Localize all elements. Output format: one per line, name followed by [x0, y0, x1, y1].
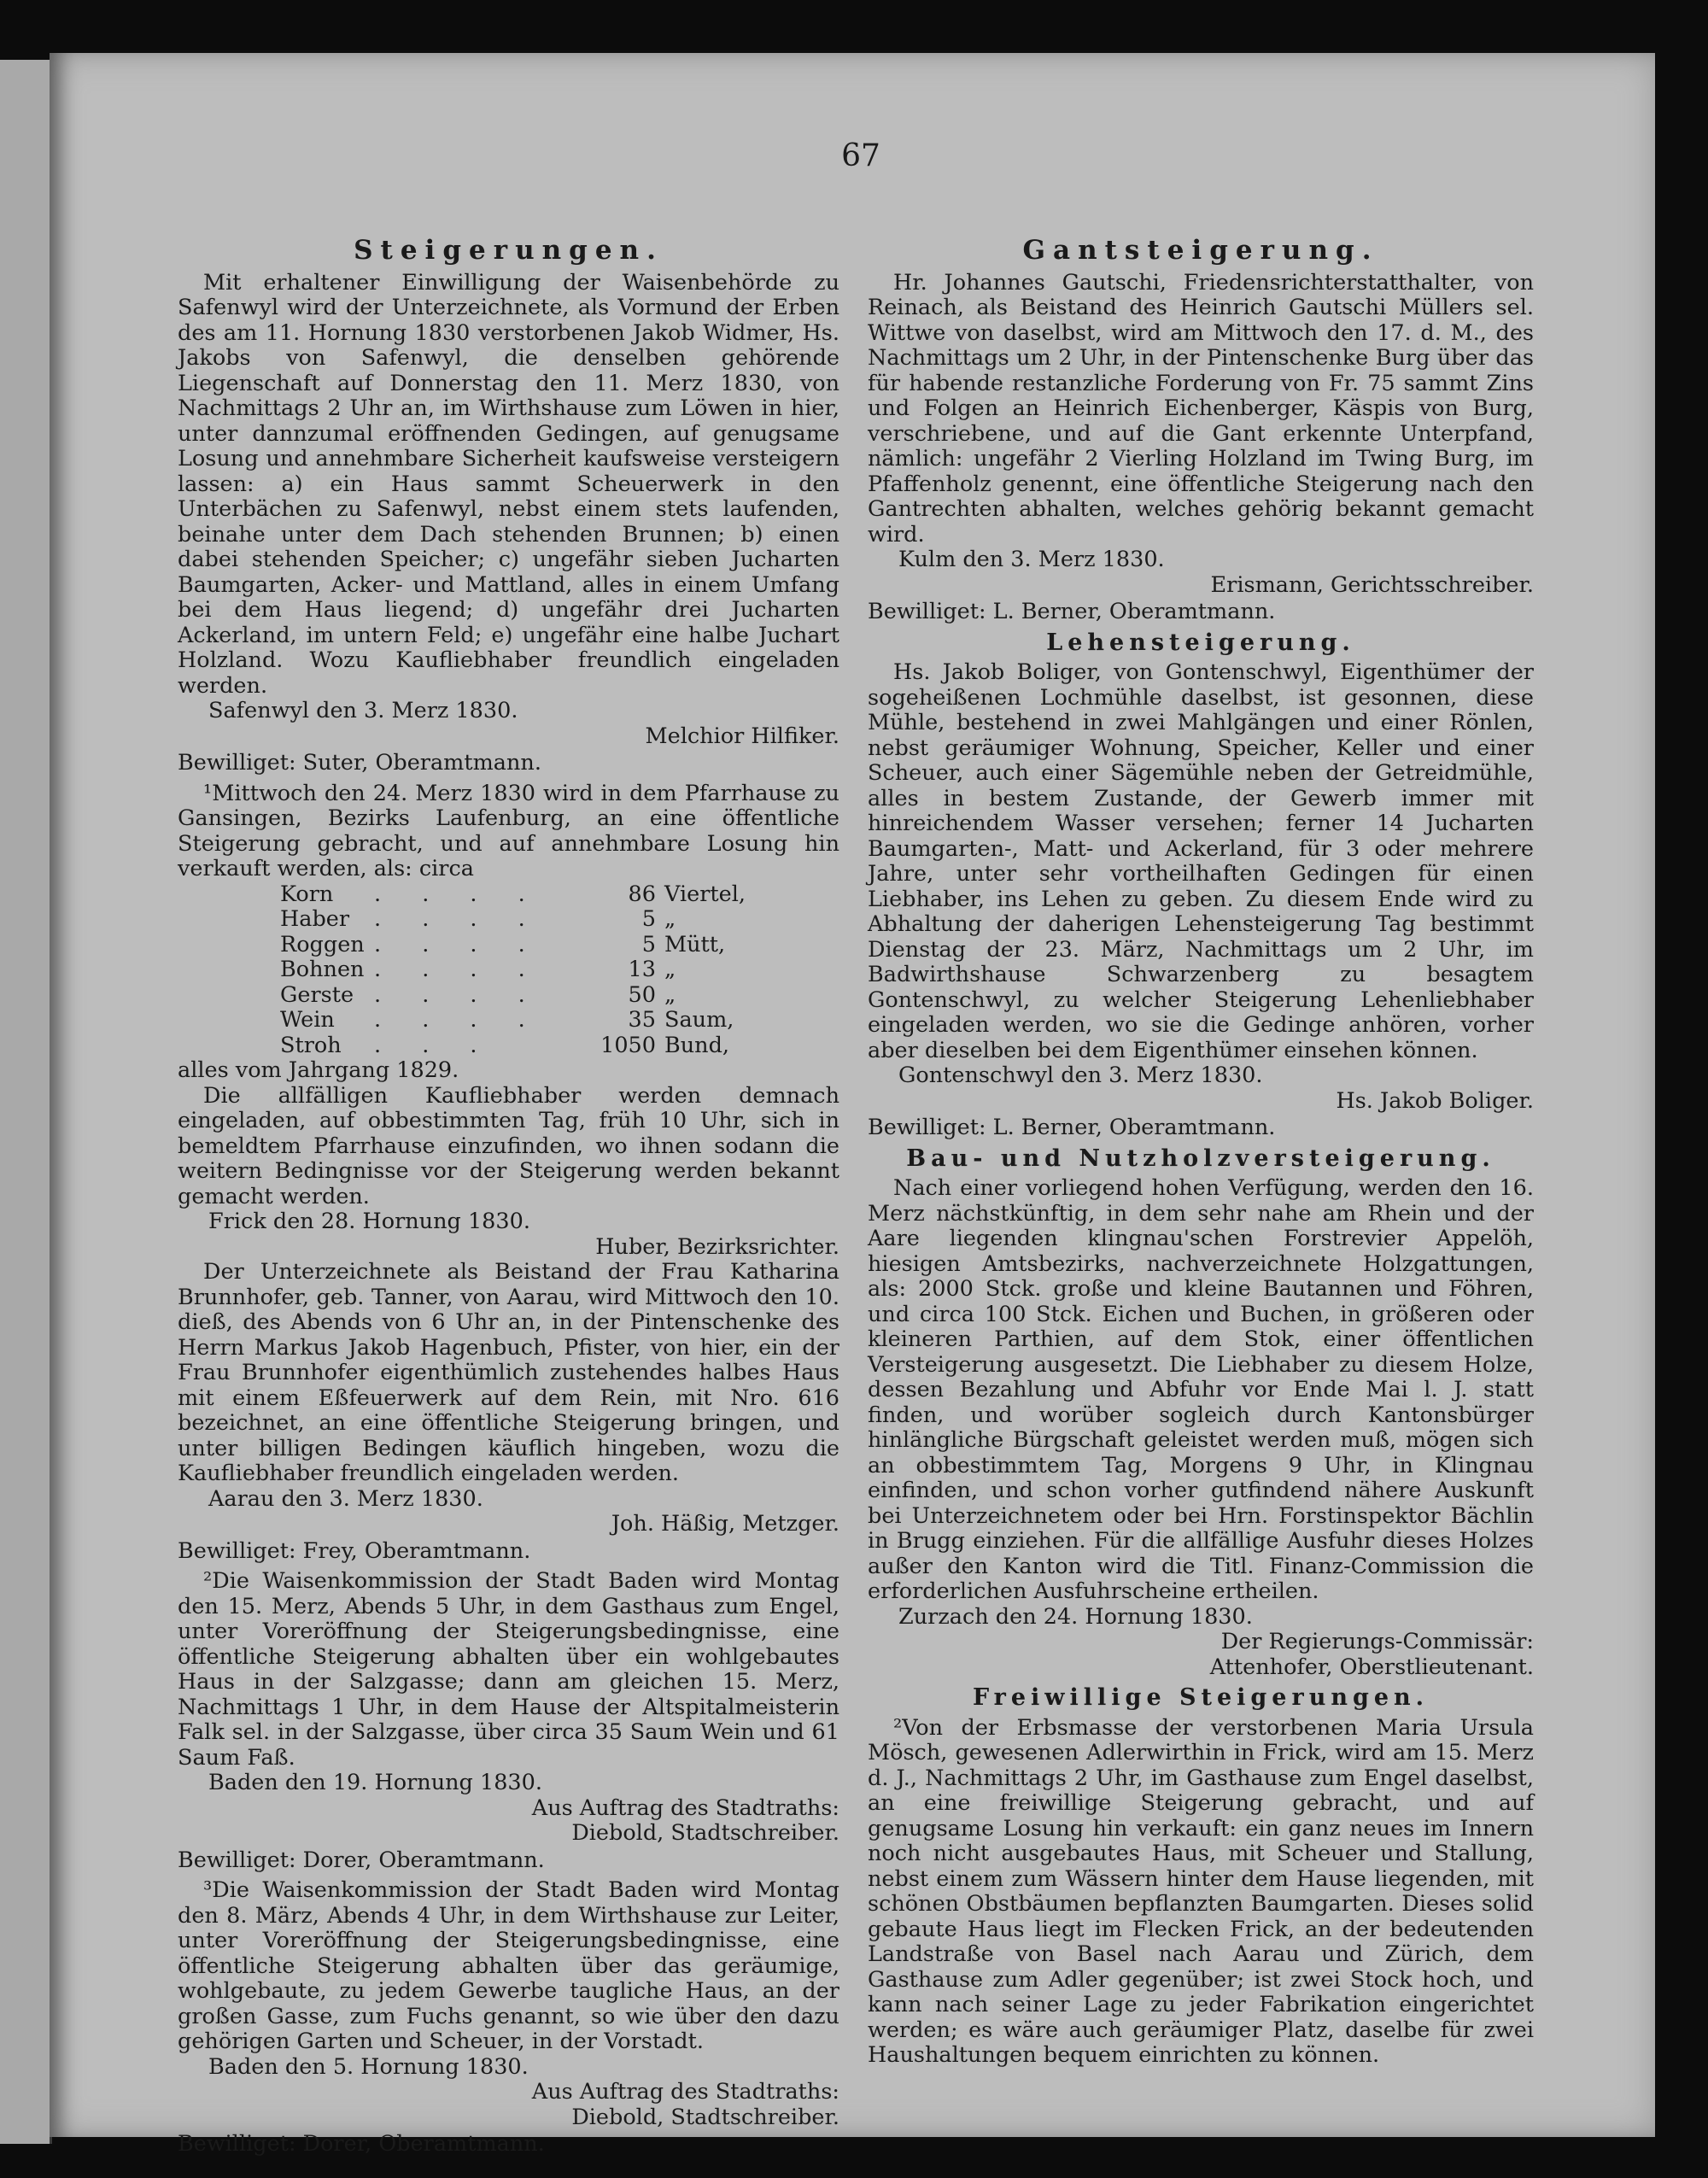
goods-unit: Saum,: [664, 1007, 734, 1033]
notice-gansingen-intro: ¹Mittwoch den 24. Merz 1830 wird in dem Pfarrhause zu Gansingen, Bezirks Laufenburg, an eine öffentliche Steigerung gebracht, und auf annehmbare Losung hin verkauft werden, als: circa: [178, 780, 839, 881]
lehensteigerung-approval: Bewilliget: L. Berner, Oberamtmann.: [868, 1115, 1276, 1140]
goods-name: Bohnen: [280, 957, 365, 982]
notice-baden2-signature-line1: Aus Auftrag des Stadtraths:: [531, 2079, 839, 2105]
heading-steigerungen: Steigerungen.: [354, 235, 664, 266]
goods-dots: . . . .: [374, 881, 542, 907]
goods-quantity: 5: [641, 906, 656, 932]
goods-name: Roggen: [280, 931, 365, 957]
notice-baden1-signature-line2: Diebold, Stadtschreiber.: [571, 1820, 839, 1846]
notice-gansingen-after-goods: alles vom Jahrgang 1829.: [178, 1057, 459, 1083]
notice-safenwyl-signature: Melchior Hilfiker.: [645, 723, 839, 749]
notice-aarau-approval: Bewilliget: Frey, Oberamtmann.: [178, 1537, 531, 1564]
notice-baden2-text: ³Die Waisenkommission der Stadt Baden wird Montag den 8. März, Abends 4 Uhr, in dem Wirthshause zur Leiter, unter Voreröffnung der Steigerungsbedingnisse, eine öffentliche Steigerung abhalten über das geräumige, wohlgebaute, zu jedem Gewerbe taugliche Haus, an der großen Gasse, zum Fuchs genannt, so wie über den dazu gehörigen Garten und Scheuer, in der Vorstadt.: [178, 1877, 839, 2054]
goods-unit: „: [664, 906, 676, 932]
heading-gantsteigerung: Gantsteigerung.: [1022, 235, 1379, 266]
notice-baden1-text: ²Die Waisenkommission der Stadt Baden wird Montag den 15. Merz, Abends 5 Uhr, in dem Gasthaus zum Engel, unter Voreröffnung der Steigerungsbedingnisse, eine öffentliche Steigerung abhalten über ein wohlgebautes Haus in der Salzgasse; dann am gleichen 15. Merz, Nachmittags 1 Uhr, in dem Hause der Altspitalmeisterin Falk sel. in der Salzgasse, über circa 35 Saum Wein und 61 Saum Faß.: [178, 1568, 839, 1771]
gantsteigerung-signature: Erismann, Gerichtsschreiber.: [1210, 571, 1534, 598]
notice-baden1-signature-line1: Aus Auftrag des Stadtraths:: [531, 1795, 839, 1821]
goods-unit: Mütt,: [664, 931, 726, 957]
gantsteigerung-text: Hr. Johannes Gautschi, Friedensrichterstatthalter, von Reinach, als Beistand des Heinrich Gautschi Müllers sel. Wittwe von daselbst, wird am Mittwoch den 17. d. M., des Nachmittags um 2 Uhr, in der Pintenschenke Burg über das für habende restanzliche Forderung von Fr. 75 sammt Zins und Folgen an Heinrich Eichenberger, Käspis von Burg, verschriebene, und auf die Gant erkennte Unterpfand, nämlich: ungefähr 2 Vierling Holzland im Twing Burg, im Pfaffenholz genennt, eine öffentliche Steigerung nach den Gantrechten abhalten, welches gehörig bekannt gemacht wird.: [868, 269, 1534, 547]
holzversteigerung-signature-line2: Attenhofer, Oberstlieutenant.: [1209, 1654, 1534, 1680]
right-column: [868, 237, 1534, 2069]
gantsteigerung-dateline: Kulm den 3. Merz 1830.: [898, 547, 1165, 572]
goods-row: [280, 907, 793, 933]
notice-aarau-dateline: Aarau den 3. Merz 1830.: [208, 1485, 483, 1512]
goods-name: Wein: [280, 1007, 335, 1033]
notice-baden2-approval: Bewilliget: Dorer, Oberamtmann.: [178, 2131, 545, 2157]
goods-row: [280, 957, 793, 983]
holzversteigerung-text: Nach einer vorliegend hohen Verfügung, werden den 16. Merz nächstkünftig, in dem sehr nahe am Rhein und der Aare liegenden klingnau'schen Forstrevier Appelöh, hiesigen Amtsbezirks, nachverzeichnete Holzgattungen, als: 2000 Stck. große und kleine Bautannen und Föhren, und circa 100 Stck. Eichen und Buchen, in größeren oder kleineren Parthien, auf dem Stok, einer öffentlichen Versteigerung ausgesetzt. Die Liebhaber zu diesem Holze, dessen Bezahlung und Abfuhr vor Ende Mai l. J. statt finden, und worüber sogleich durch Kantonsbürger hinlängliche Bürgschaft geleistet werden muß, mögen sich an obbestimmtem Tag, Morgens 9 Uhr, in Klingnau einfinden, und schon vorher gutfindend nähere Auskunft bei Unterzeichnetem oder bei Hrn. Forstinspektor Bächlin in Brugg einziehen. Für die allfällige Ausfuhr dieses Holzes außer den Kanton wird die Titl. Finanz-Commission die erforderlichen Ausfuhrscheine ertheilen.: [868, 1175, 1534, 1604]
goods-quantity: 35: [628, 1007, 656, 1033]
newspaper-page: [50, 53, 1655, 2157]
goods-table: [280, 882, 793, 1059]
goods-row: [280, 1008, 793, 1033]
notice-safenwyl-dateline: Safenwyl den 3. Merz 1830.: [208, 698, 518, 723]
notice-baden1-dateline: Baden den 19. Hornung 1830.: [208, 1770, 542, 1795]
goods-unit: „: [664, 981, 676, 1008]
goods-quantity: 5: [641, 931, 656, 957]
goods-row: [280, 933, 793, 958]
notice-gansingen-dateline: Frick den 28. Hornung 1830.: [208, 1209, 530, 1234]
goods-unit: Bund,: [664, 1032, 730, 1058]
goods-dots: . . . .: [374, 931, 542, 957]
notice-baden2-dateline: Baden den 5. Hornung 1830.: [208, 2053, 529, 2080]
notice-baden1-approval: Bewilliget: Dorer, Oberamtmann.: [178, 1847, 545, 1873]
goods-dots: . . . .: [374, 957, 542, 982]
goods-row: [280, 1033, 793, 1059]
goods-quantity: 1050: [600, 1032, 656, 1058]
notice-gansingen-signature: Huber, Bezirksrichter.: [595, 1233, 839, 1260]
heading-holzversteigerung: Bau- und Nutzholzversteigerung.: [906, 1145, 1495, 1172]
goods-dots: . . .: [374, 1032, 494, 1058]
goods-name: Korn: [280, 881, 334, 907]
notice-safenwyl-text: Mit erhaltener Einwilligung der Waisenbehörde zu Safenwyl wird der Unterzeichnete, als Vormund der Erben des am 11. Hornung 1830 verstorbenen Jakob Widmer, Hs. Jakobs von Safenwyl, die denselben gehörende Liegenschaft auf Donnerstag den 11. Merz 1830, von Nachmittags 2 Uhr an, im Wirthshause zum Löwen in hier, unter dannzumal eröffnenden Gedingen, auf genugsame Losung und annehmbare Sicherheit kaufsweise versteigern lassen: a) ein Haus sammt Scheuerwerk in den Unterbächen zu Safenwyl, nebst einem stets laufenden, beinahe unter dem Dach stehenden Brunnen; b) einen dabei stehenden Speicher; c) ungefähr sieben Jucharten Baumgarten, Acker- und Mattland, alles in einem Umfang bei dem Haus liegend; d) ungefähr drei Jucharten Ackerland, im untern Feld; e) ungefähr eine halbe Juchart Holzland. Wozu Kaufliebhaber freundlich eingeladen werden.: [178, 269, 839, 699]
goods-unit: „: [664, 957, 676, 982]
gantsteigerung-approval: Bewilliget: L. Berner, Oberamtmann.: [868, 599, 1276, 624]
heading-lehensteigerung: Lehensteigerung.: [1046, 629, 1355, 656]
goods-quantity: 13: [628, 957, 656, 982]
left-column: [178, 237, 839, 2163]
goods-quantity: 86: [628, 881, 656, 907]
goods-unit: Viertel,: [664, 881, 746, 907]
holzversteigerung-dateline: Zurzach den 24. Hornung 1830.: [898, 1603, 1253, 1630]
goods-name: Gerste: [280, 981, 354, 1008]
goods-name: Stroh: [280, 1032, 342, 1058]
page-number: 67: [841, 138, 880, 173]
heading-freiwillige-steigerungen: Freiwillige Steigerungen.: [972, 1684, 1430, 1711]
notice-safenwyl-approval: Bewilliget: Suter, Oberamtmann.: [178, 750, 541, 776]
goods-dots: . . . .: [374, 1007, 542, 1033]
goods-row: [280, 983, 793, 1009]
notice-baden2-signature-line2: Diebold, Stadtschreiber.: [571, 2104, 839, 2130]
freiwillige-steigerungen-text: ²Von der Erbsmasse der verstorbenen Maria Ursula Mösch, gewesenen Adlerwirthin in Frick, wird am 15. Merz d. J., Nachmittags 2 Uhr, im Gasthause zum Engel daselbst, an eine freiwillige Steigerung gebracht, und auf genugsame Losung hin verkauft: ein ganz neues im Innern noch nicht ausgebautes Haus, mit Scheuer und Stallung, nebst einem zum Wässern hinter dem Hause liegenden, mit schönen Obstbäumen bepflanzten Baumgarten. Dieses solid gebaute Haus liegt im Flecken Frick, an der bedeutenden Landstraße von Basel nach Aarau und Zürich, dem Gasthause zum Adler gegenüber; ist zwei Stock hoch, und kann nach seiner Lage zu jeder Fabrikation eingerichtet werden; es wäre auch geräumiger Platz, daselbe für zwei Haushaltungen bequem einrichten zu können.: [868, 1714, 1534, 2068]
goods-dots: . . . .: [374, 981, 542, 1008]
notice-gansingen-body: Die allfälligen Kaufliebhaber werden demnach eingeladen, auf obbestimmten Tag, früh 10 Uhr, sich in bemeldtem Pfarrhause einzufinden, wo ihnen sodann die weitern Bedingnisse vor der Steigerung werden bekannt gemacht werden.: [178, 1082, 839, 1209]
lehensteigerung-signature: Hs. Jakob Boliger.: [1336, 1087, 1534, 1114]
holzversteigerung-signature-line1: Der Regierungs-Commissär:: [1220, 1629, 1534, 1654]
lehensteigerung-text: Hs. Jakob Boliger, von Gontenschwyl, Eigenthümer der sogeheißenen Lochmühle daselbst, ist gesonnen, diese Mühle, bestehend in zwei Mahlgängen und einer Rönlen, nebst geräumiger Wohnung, Speicher, Keller und einer Scheuer, auch einer Sägemühle neben der Getreidmühle, alles in bestem Zustande, der Gewerb immer mit hinreichendem Wasser versehen; ferner 14 Jucharten Baumgarten-, Matt- und Ackerland, für 3 oder mehrere Jahre, unter sehr vortheilhaften Gedingen für einen Liebhaber, ins Lehen zu geben. Zu diesem Ende wird zu Abhaltung der daherigen Lehensteigerung Tag bestimmt Dienstag der 23. März, Nachmittags um 2 Uhr, im Badwirthshause Schwarzenberg zu besagtem Gontenschwyl, zu welcher Steigerung Lehenliebhaber eingeladen werden, wo sie die Gedinge anhören, vorher aber dieselben bei dem Eigenthümer einsehen können.: [868, 659, 1534, 1063]
goods-row: [280, 882, 793, 908]
lehensteigerung-dateline: Gontenschwyl den 3. Merz 1830.: [898, 1063, 1263, 1088]
goods-quantity: 50: [628, 981, 656, 1008]
goods-dots: . . . .: [374, 906, 542, 932]
previous-page-edge: [0, 60, 52, 2144]
notice-aarau-signature: Joh. Häßig, Metzger.: [611, 1511, 839, 1537]
notice-aarau-text: Der Unterzeichnete als Beistand der Frau Katharina Brunnhofer, geb. Tanner, von Aarau, wird Mittwoch den 10. dieß, des Abends von 6 Uhr an, in der Pintenschenke des Herrn Markus Jakob Hagenbuch, Pfister, von hier, ein der Frau Brunnhofer eigenthümlich zustehendes halbes Haus mit einem Eßfeuerwerk auf dem Rein, mit Nro. 616 bezeichnet, an eine öffentliche Steigerung bringen, und unter billigen Bedingen käuflich hingeben, wozu die Kaufliebhaber freundlich eingeladen werden.: [178, 1259, 839, 1486]
goods-name: Haber: [280, 906, 350, 932]
